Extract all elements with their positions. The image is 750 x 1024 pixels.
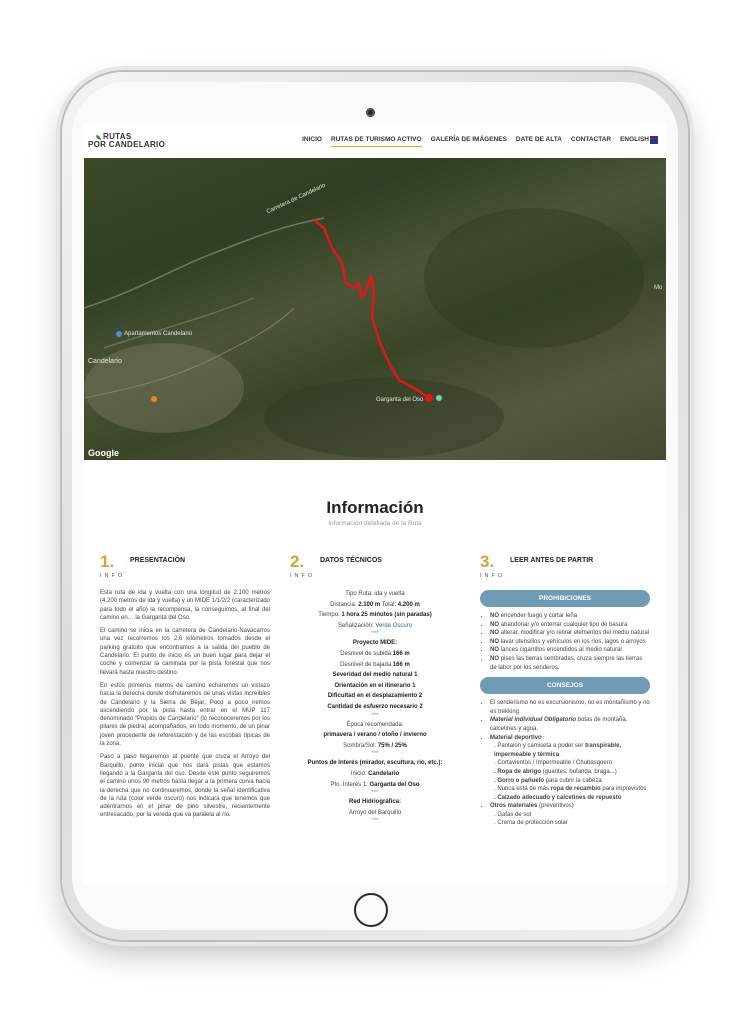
nav-inicio[interactable]: INICIO [302, 135, 322, 143]
sub-item: . Ropa de abrigo (guantes, bufanda, braga...) [494, 768, 617, 775]
section-heading: DATOS TÉCNICOS [320, 557, 382, 564]
section-number: 1. [100, 552, 115, 571]
presentacion-column [100, 552, 270, 825]
consejos-list [480, 699, 650, 742]
main-menu [302, 136, 658, 147]
google-logo: Google [88, 448, 119, 458]
list-item: • NO pises las tierras sembradas, cruza siempre las tierras de labor por los senderos. [490, 655, 650, 672]
section-number: 3. [480, 552, 495, 571]
map-label-apartamentos: Apartamentos Candelario [124, 331, 193, 337]
list-item: • Material individual Obligatorio botas de montaña, calcetines y agua. [490, 716, 650, 733]
page-subtitle: Información detallada de la Ruta [328, 520, 422, 527]
leer-antes-column [480, 552, 650, 828]
tablet-frame [62, 72, 688, 940]
tech-data: Tipo Ruta: ida y vuelta Distancia: 2.100 m Total: 4.200 m Tiempo: 1 hora 25 minutos (sin paradas) Señalización: Verde Oscuro *** Proyecto MIDE: Desnivel de subida:166 m Desnivel de bajada:166 m Severidad del medio natural 1 Orientación en el itinerario 1 Dificultad en el desplazamiento 2 Cantidad de esfuerzo necesario 2 *** Época recomendada: primavera / verano / otoño / invierno Sombra/Sol: 75% / 25% *** Puntos de Interés (mirador, escultura, río, etc.): Inicio: Candelario Pto. Interés 1: Garganta del Oso *** Red Hidriográfica: Arroyo del Barquillo *** [307, 591, 443, 825]
sub-item: . Calzado adecuado y calcetines de repuesto [494, 794, 622, 801]
list-item: • NO alterar, modificar y/o retirar elementos del medio natural [490, 629, 650, 638]
map-label-candelario: Candelario [88, 358, 122, 365]
sub-item: . Nunca está de más ropa de recambio para imprevistos [494, 786, 647, 793]
section-heading: PRESENTACIÓN [130, 557, 186, 564]
nav-english[interactable] [620, 136, 658, 147]
nav-alta[interactable]: DATE DE ALTA [515, 135, 562, 143]
list-item: • El senderismo no es excursionismo, no es montañismo y no es trekking [490, 699, 650, 716]
datos-tecnicos-column [290, 552, 460, 825]
nav-rutas[interactable]: RUTAS DE TURISMO ACTIVO [331, 136, 422, 147]
map-label-edge: Mo [654, 285, 663, 291]
sub-item: . Pantalón y camiseta a poder ser transpirable, impermeable y térmica [494, 743, 622, 758]
sub-item: . Crema de protección solar [494, 820, 568, 827]
presentacion-paragraph: Paso a paso llegaremos al puente que cruza el Arroyo del Barquillo, punto inicial que nos dará pistas que estamos llegando a la Garganta del oso. Desde este punto seguiremos el camino unos 90 metros hasta llegar a la primera curva hacia la derecha que no continuaremos, donde la señal identificativa de la ruta (color verde oscuro) nos indicará que tenemos que adentrarnos en el pinar de pino silvestre, recientemente entresacado, por la vereda que va paralela al río. [100, 754, 270, 819]
consejos-list-2 [480, 802, 650, 811]
map-pin-apartamentos [116, 331, 122, 337]
presentacion-paragraph: Esta ruta de ida y vuelta con una longitud de 2.100 metros (4.200 metros de ida y vuelta) y un MIDE 1/1/2/2 (caracterizado para todo el año) la recompensa, la conseguimos, al final del camino en… la Garganta del Oso. [100, 590, 270, 621]
presentacion-paragraph: El camino se inicia en la carretera de Candelario-Navacarros una vez recorremos los 2,6 kilómetros tomados desde el parking gratuito que encontramos a la salida del pueblo de Candelario. El punto de inicio es un buen lugar para dejar el coche y comenzar la caminata por la pista forestal que nos llevará hasta nuestro destino. [100, 628, 270, 676]
nav-english-label: ENGLISH [620, 136, 649, 144]
section-info-label: INFO [480, 573, 506, 579]
page-title: Información [326, 498, 424, 517]
home-button[interactable] [354, 893, 388, 927]
top-nav [84, 124, 666, 158]
route-map[interactable] [84, 158, 666, 460]
list-item: • NO lavar utensilios y vehículos en los ríos, lagos o arroyos [490, 638, 650, 647]
sub-item: . Cortavientos / Impermeable / Chubasquero [494, 760, 613, 767]
sub-item: . Gorro o pañuelo para cubrir la cabeza [494, 777, 602, 784]
map-graphics [84, 158, 666, 460]
nav-contactar[interactable]: CONTACTAR [570, 135, 612, 143]
route-end-marker [425, 394, 433, 402]
map-label-road: Carretera de Candelario [265, 182, 327, 216]
list-item: • NO abandonar y/o enterrar cualquier tipo de basura [490, 621, 650, 630]
camera-dot [366, 108, 375, 117]
site-logo[interactable] [88, 133, 165, 149]
list-item: • Otros materiales (preventivos) [490, 802, 650, 811]
screen [84, 124, 666, 884]
list-item: • Material deportivo [490, 734, 650, 743]
map-pin-orange [151, 396, 157, 402]
nav-galeria[interactable]: GALERÍA DE IMÁGENES [430, 135, 507, 143]
uk-flag-icon [650, 136, 658, 144]
section-heading: LEER ANTES DE PARTIR [510, 557, 594, 564]
list-item: • NO encender fuego y cortar leña [490, 612, 650, 621]
section-info-label: INFO [100, 573, 126, 579]
leaf-icon [96, 135, 101, 140]
map-pin-garganta [436, 395, 442, 401]
prohibiciones-list [480, 612, 650, 672]
presentacion-paragraph: En estos primeros metros de camino echaremos un vistazo hacia la derecha donde disfrutaremos de unas vistas increíbles de Candelario y la Sierra de Béjar. Poco a poco iremos ascendiendo por la pista hasta entrar en el MUP 117 denominado "Propios de Candelario" (lo reconoceremos por los pilares de piedra) acompañados, en todo momento, de un pinar joven procedente de reforestación y de las escobas típicas de la zona. [100, 682, 270, 748]
map-label-garganta: Garganta del Oso [376, 397, 424, 403]
consejos-button[interactable]: CONSEJOS [480, 677, 650, 694]
route-line [314, 220, 429, 398]
list-item: • NO lances cigarrillos encendidos al medio natural [490, 646, 650, 655]
logo-bottom-text: POR CANDELARIO [88, 140, 166, 149]
sub-item: . Gafas de sol [494, 811, 532, 818]
logo-top-text: RUTAS [103, 132, 132, 141]
section-info-label: INFO [290, 573, 316, 579]
section-number: 2. [290, 552, 305, 571]
prohibiciones-button[interactable]: PROHIBICIONES [480, 590, 650, 607]
